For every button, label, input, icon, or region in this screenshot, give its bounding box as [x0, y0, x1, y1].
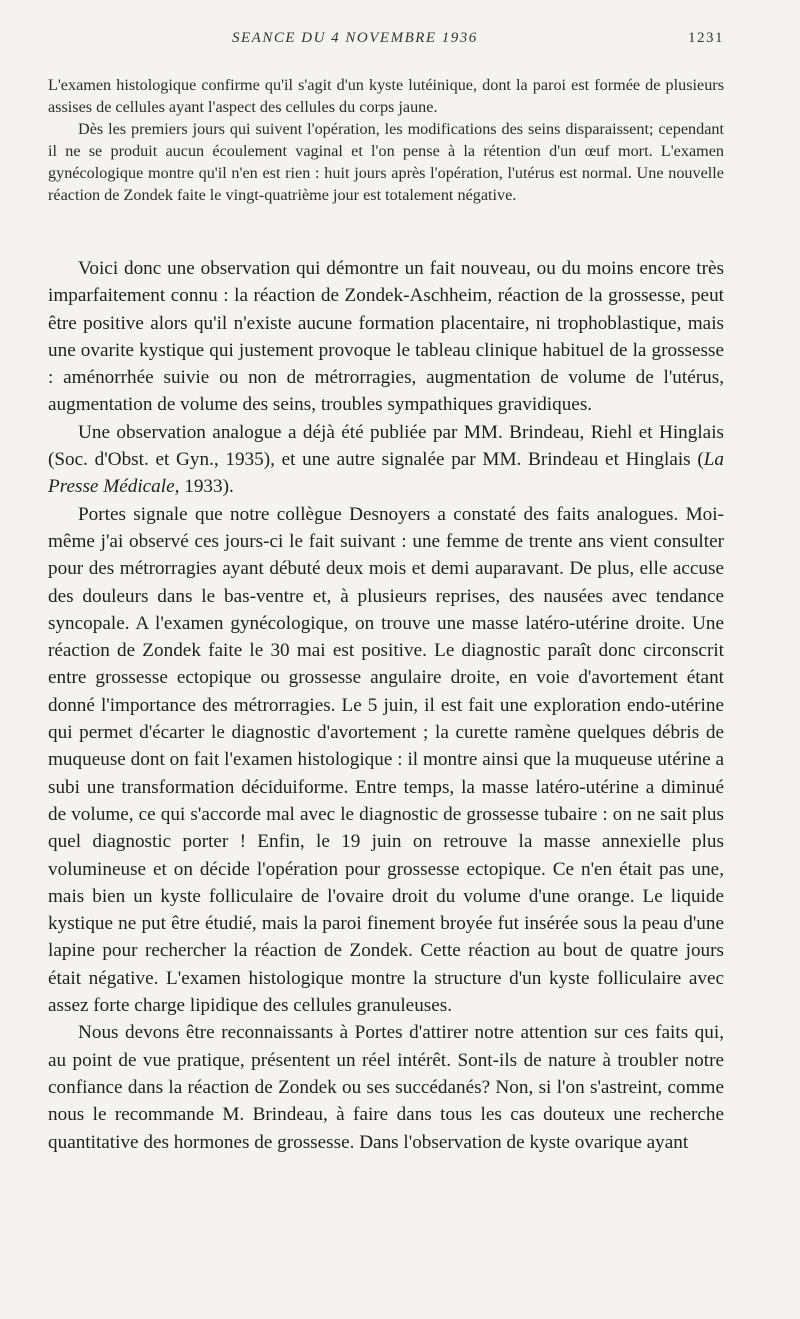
small-paragraph: L'examen histologique confirme qu'il s'agit d'un kyste lutéinique, dont la paroi est formée de plusieurs assises de cellules ayant l'aspect des cellules du corps jaune. — [48, 76, 724, 116]
case-report-conclusion — [48, 74, 724, 206]
page-number: 1231 — [688, 30, 724, 46]
paragraph-text: , 1933). — [174, 476, 234, 498]
small-paragraph: Dès les premiers jours qui suivent l'opération, les modifications des seins disparaissent; cependant il ne se produit aucun écoulement vaginal et l'on pense à la rétention d'un œuf mort. L'examen gynécologique montre qu'il n'en est rien : huit jours après l'opération, l'utérus est normal. Une nouvelle réaction de Zondek faite le vingt-quatrième jour est totalement négative. — [48, 120, 724, 204]
body-paragraph — [48, 419, 724, 501]
body-paragraph: Nous devons être reconnaissants à Portes d'attirer notre attention sur ces faits qui, au point de vue pratique, présentent un réel intérêt. Sont-ils de nature à troubler notre confiance dans la réaction de Zondek ou ses succédanés? Non, si l'on s'astreint, comme nous le recommande M. Brindeau, à faire dans tous les cas douteux une recherche quantitative des hormones de grossesse. Dans l'observation de kyste ovarique ayant — [48, 1022, 724, 1153]
discussion-text — [48, 255, 724, 1156]
journal-title: La Presse Médicale — [48, 449, 724, 498]
paragraph-text: Une observation analogue a déjà été publiée par MM. Brindeau, Riehl et Hinglais (Soc. d'Obst. et Gyn., 1935), et une autre signalée par MM. Brindeau et Hinglais ( — [48, 421, 724, 471]
body-paragraph: Voici donc une observation qui démontre un fait nouveau, ou du moins encore très imparfaitement connu : la réaction de Zondek-Aschheim, réaction de la grossesse, peut être positive alors qu'il n'existe aucune formation placentaire, ni trophoblastique, mais une ovarite kystique qui justement provoque le tableau clinique habituel de la grossesse : aménorrhée suivie ou non de métrorragies, augmentation de volume de l'utérus, augmentation de volume des seins, troubles sympathiques gravidiques. — [48, 258, 724, 416]
body-paragraph: Portes signale que notre collègue Desnoyers a constaté des faits analogues. Moi-même j'ai observé ces jours-ci le fait suivant : une femme de trente ans vient consulter pour des métrorragies ayant débuté deux mois et demi auparavant. De plus, elle accuse des douleurs dans le bas-ventre et, à plusieurs reprises, des nausées avec tendance syncopale. A l'examen gynécologique, on trouve une masse latéro-utérine droite. Une réaction de Zondek faite le 30 mai est positive. Le diagnostic paraît donc circonscrit entre grossesse ectopique ou grossesse angulaire droite, en voie d'avortement étant donné l'importance des métrorragies. Le 5 juin, il est fait une exploration endo-utérine qui permet d'écarter le diagnostic d'avortement ; la curette ramène quelques débris de muqueuse dont on fait l'examen histologique : il montre ainsi que la muqueuse utérine a subi une transformation déciduiforme. Entre temps, la masse latéro-utérine a diminué de volume, ce qui s'accorde mal avec le diagnostic de grossesse tubaire : on ne sait plus quel diagnostic porter ! Enfin, le 19 juin on retrouve la masse annexielle plus volumineuse et on décide l'opération pour grossesse ectopique. Ce n'en était pas une, mais bien un kyste folliculaire de l'ovaire droit du volume d'une orange. Le liquide kystique ne put être étudié, mais la paroi finement broyée fut insérée sous la peau d'une lapine pour rechercher la réaction de Zondek. Cette réaction au bout de quatre jours était négative. L'examen histologique montre la structure d'un kyste folliculaire avec assez forte charge lipidique des cellules granuleuses. — [48, 503, 724, 1017]
running-header — [48, 30, 724, 52]
header-title: SEANCE DU 4 NOVEMBRE 1936 — [232, 30, 478, 46]
